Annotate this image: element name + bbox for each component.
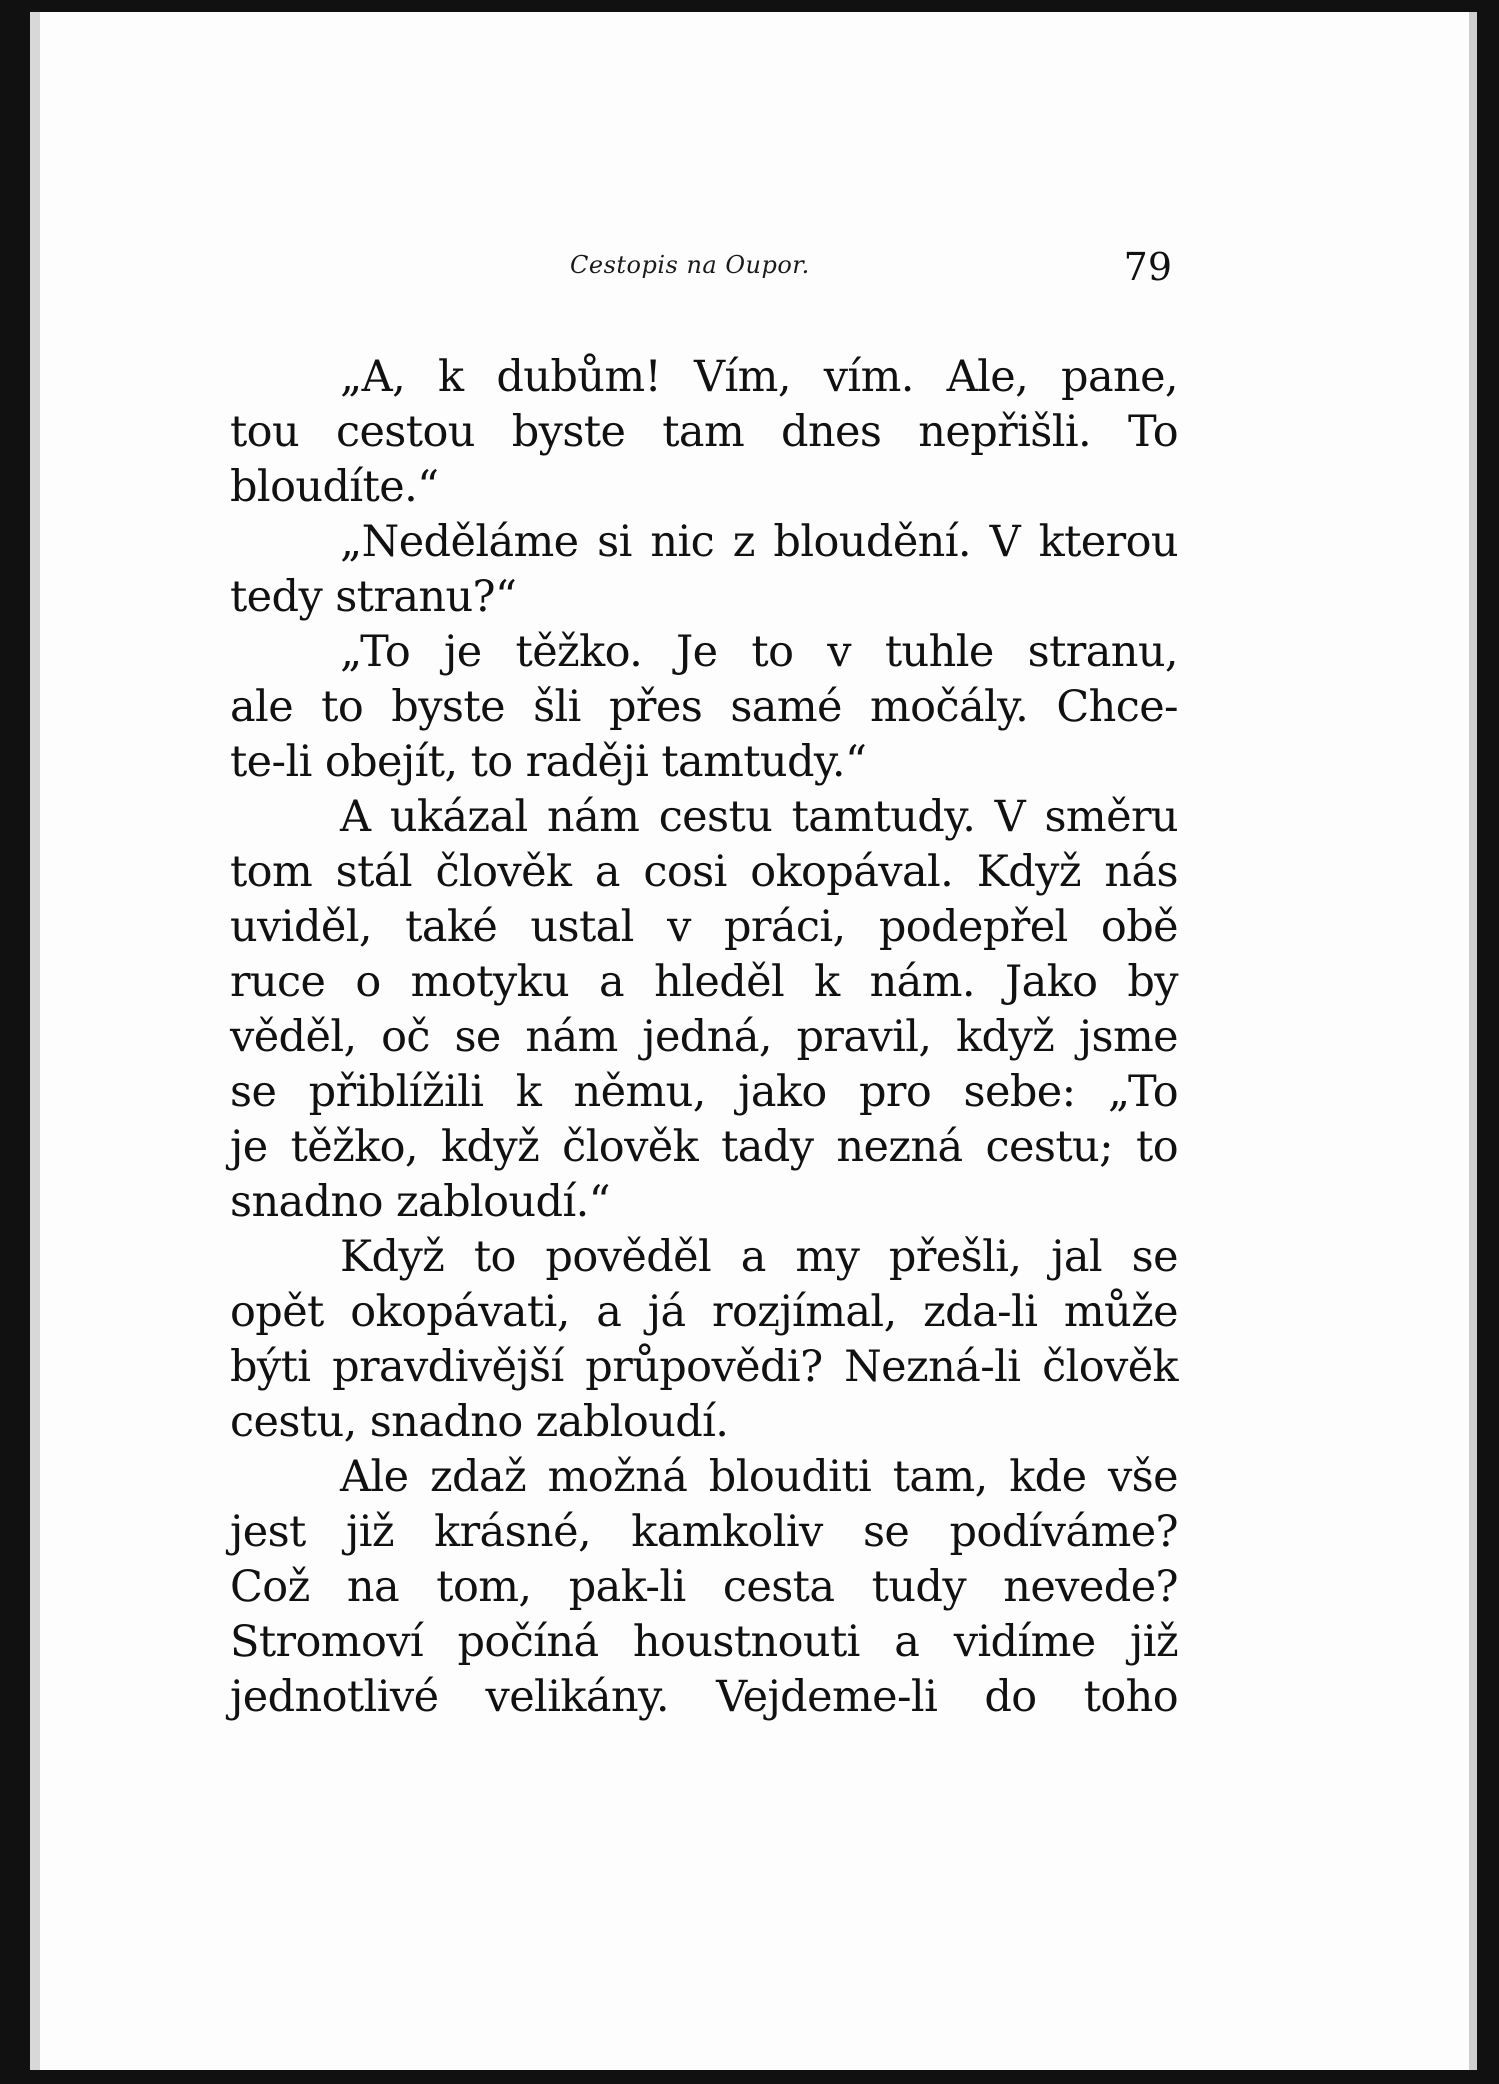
text-line: cestu, snadno zabloudí. [230, 1397, 729, 1447]
page-edge-right [1469, 12, 1477, 2070]
text-line: Což na tom, pak-li cesta tudy nevede? [230, 1562, 1178, 1612]
text-line: se přiblížili k němu, jako pro sebe: „To [230, 1067, 1178, 1117]
text-line: je těžko, když člověk tady nezná cestu; to [230, 1122, 1178, 1172]
text-line: Stromoví počíná houstnouti a vidíme již [230, 1617, 1178, 1667]
text-line: tedy stranu?“ [230, 572, 517, 622]
page-edge-left [30, 12, 40, 2070]
text-line: jednotlivé velikány. Vejdeme-li do toho [230, 1672, 1178, 1722]
running-title: Cestopis na Oupor. [570, 251, 810, 279]
text-line: A ukázal nám cestu tamtudy. V směru [340, 792, 1178, 842]
text-line: „To je těžko. Je to v tuhle stranu, [340, 627, 1178, 677]
text-line: tou cestou byste tam dnes nepřišli. To [230, 407, 1178, 457]
text-line: Ale zdaž možná blouditi tam, kde vše [340, 1452, 1178, 1502]
text-line: bloudíte.“ [230, 462, 439, 512]
page-number: 79 [1123, 245, 1172, 289]
running-header [230, 245, 1178, 305]
text-line: ruce o motyku a hleděl k nám. Jako by [230, 957, 1178, 1007]
text-line: Když to pověděl a my přešli, jal se [340, 1232, 1178, 1282]
text-line: uviděl, také ustal v práci, podepřel obě [230, 902, 1178, 952]
text-line: ale to byste šli přes samé močály. Chce- [230, 682, 1178, 732]
body-text [230, 350, 1178, 1725]
text-line: snadno zabloudí.“ [230, 1177, 611, 1227]
text-line: tom stál člověk a cosi okopával. Když nás [230, 847, 1178, 897]
text-line: věděl, oč se nám jedná, pravil, když jsme [230, 1012, 1178, 1062]
text-line: jest již krásné, kamkoliv se podíváme? [230, 1507, 1178, 1557]
text-line: „A, k dubům! Vím, vím. Ale, pane, [340, 352, 1178, 402]
text-line: opět okopávati, a já rozjímal, zda-li může [230, 1287, 1178, 1337]
text-line: býti pravdivější průpovědi? Nezná-li člověk [230, 1342, 1178, 1392]
text-line: te-li obejít, to raději tamtudy.“ [230, 737, 867, 787]
text-line: „Neděláme si nic z bloudění. V kterou [340, 517, 1178, 567]
